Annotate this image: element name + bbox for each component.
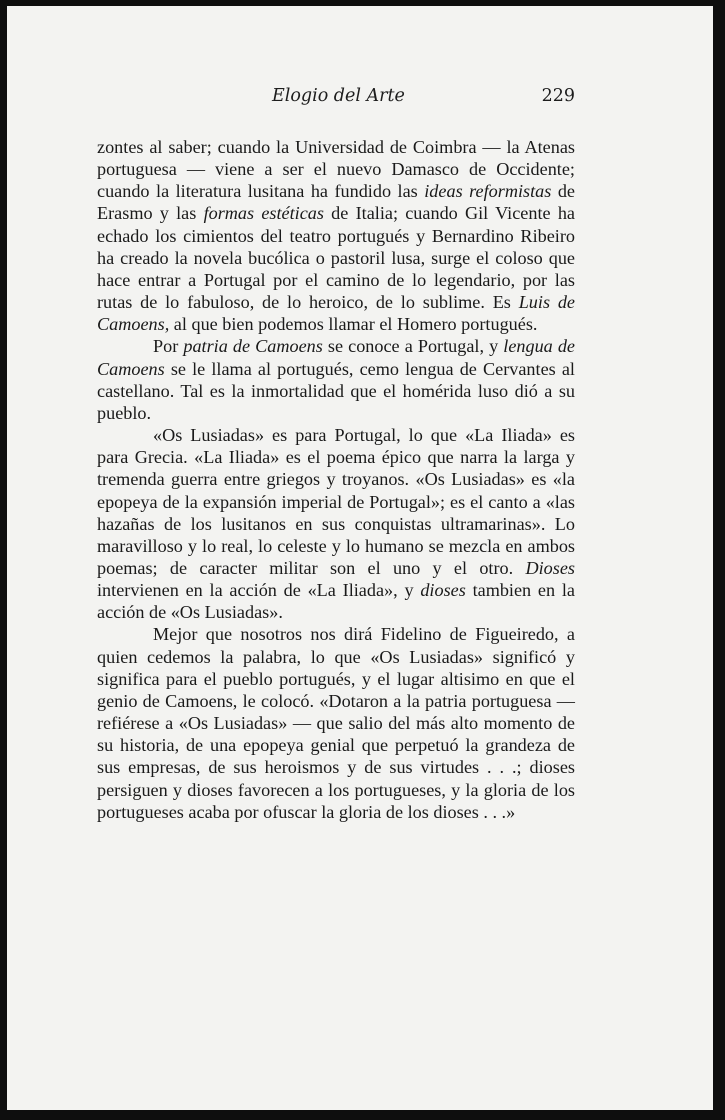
- italic-run: Luis de Camoens,: [97, 292, 575, 335]
- italic-run: lengua de Camoens: [97, 336, 576, 379]
- paragraph: [97, 136, 575, 335]
- italic-run: ideas reformistas: [424, 181, 552, 202]
- book-page: [7, 6, 713, 1110]
- page-number: 229: [541, 86, 575, 106]
- text-run: «Os Lusiadas» es para Portugal, lo que «La Iliada» es para Grecia. «La Iliada» es el poema épico que narra la larga y tremenda guerra entre griegos y troyanos. «Os Lusiadas» es «la epopeya de la expansión imperial de Portugal»; es el canto a «las hazañas de los lusitanos en sus conquistas ultramarinas». Lo maravilloso y lo real, lo celeste y lo humano se mezcla en ambos poemas; de caracter militar son el uno y el otro.: [97, 425, 575, 578]
- text-run: Mejor que nosotros nos dirá Fidelino de Figueiredo, a quien cedemos la palabra, lo que «Os Lusiadas» significó y significa para el pueblo portugués, y el lugar altisimo en que el genio de Camoens, le colocó. «Dotaron a la patria portuguesa — refiérese a «Os Lusiadas» — que salio del más alto momento de su historia, de una epopeya genial que perpetuó la grandeza de sus empresas, de sus heroismos y de sus virtudes . . .; dioses persiguen y dioses favorecen a los portugueses, y la gloria de los portugueses acaba por ofuscar la gloria de los dioses . . .»: [97, 624, 575, 822]
- running-title: Elogio del Arte: [272, 86, 405, 106]
- text-run: intervienen en la acción de «La Iliada», y: [97, 580, 421, 601]
- text-run: al que bien podemos llamar el Homero portugués.: [169, 314, 538, 335]
- text-run: Por: [153, 336, 184, 357]
- italic-run: formas estéticas: [203, 203, 324, 224]
- text-run: de Erasmo y las: [97, 181, 575, 224]
- text-run: se conoce a Portugal, y: [322, 336, 504, 357]
- body-text: [97, 136, 575, 823]
- text-run: se le llama al portugués, cemo lengua de Cervantes al castellano. Tal es la inmortalidad que el homérida luso dió a su pueblo.: [97, 358, 575, 423]
- italic-run: Dioses: [525, 557, 575, 578]
- italic-run: dioses: [420, 580, 466, 601]
- paragraph: [97, 623, 575, 822]
- text-run: tambien en la acción de «Os Lusiadas».: [97, 580, 575, 623]
- page-header: [97, 86, 575, 114]
- paragraph: [97, 335, 575, 424]
- text-run: de Italia; cuando Gil Vicente ha echado los cimientos del teatro portugués y Bernardino Ribeiro ha creado la novela bucólica o pastoril lusa, surge el coloso que hace entrar a Portugal por el camino de lo legendario, por las rutas de lo fabuloso, de lo heroico, de lo sublime. Es: [97, 203, 575, 313]
- paragraph: [97, 424, 575, 623]
- text-run: zontes al saber; cuando la Universidad de Coimbra — la Atenas portuguesa — viene a ser el nuevo Damasco de Occidente; cuando la literatura lusitana ha fundido las: [97, 137, 575, 202]
- italic-run: patria de Camoens: [183, 336, 323, 357]
